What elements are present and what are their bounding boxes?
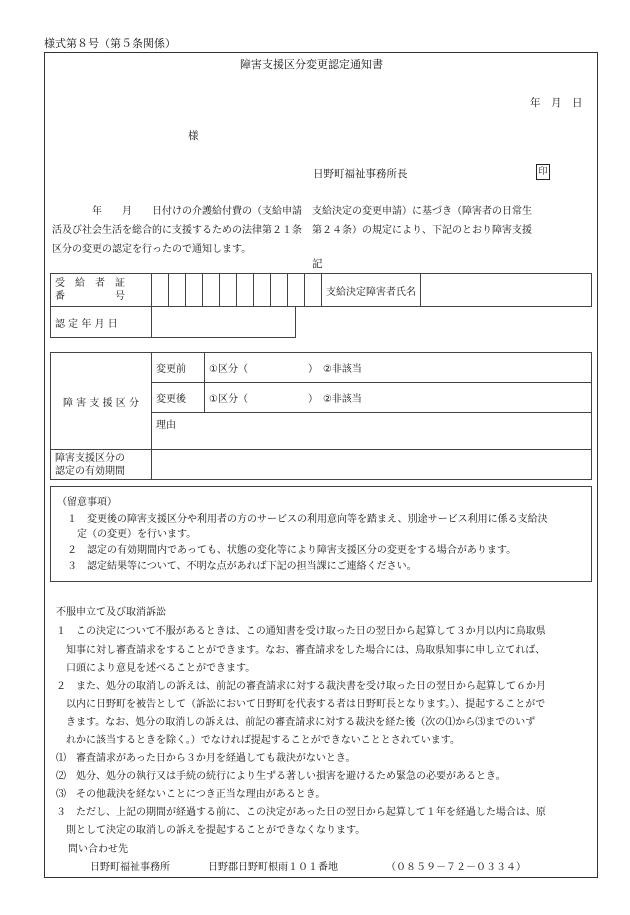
validity-value[interactable]	[152, 450, 592, 480]
appeal-line: きます。なお、処分の取消しの訴えは、前記の審査請求に対する裁決を経た後（次の⑴から⑶までのいず	[56, 717, 536, 728]
notes-heading: （留意事項）	[57, 497, 117, 508]
recipient-no-digit[interactable]	[237, 274, 254, 307]
appeal-line: １ この決定について不服があるときは、この通知書を受け取った日の翌日から起算して３か月以内に鳥取県	[56, 626, 546, 637]
cert-date-table	[50, 306, 296, 338]
intro-line-3: 区分の変更の認定を行ったので通知します。	[52, 244, 252, 255]
appeal-line: ⑶ その他裁決を経ないことにつき正当な理由があるとき。	[56, 789, 326, 800]
recipient-no-digit[interactable]	[254, 274, 271, 307]
appeal-line: れかに該当するときを除く。）でなければ提起することができないこととされています。	[56, 735, 460, 746]
contact-heading: 問い合わせ先	[68, 844, 128, 855]
recipient-no-digit[interactable]	[169, 274, 186, 307]
appeal-heading: 不服申立て及び取消訴訟	[56, 607, 166, 618]
recipient-no-label-line2: 番 号	[55, 291, 125, 302]
issue-date: 年 月 日	[530, 97, 583, 109]
reason-label: 理由	[156, 420, 176, 431]
after-value[interactable]: ①区分（ ） ②非該当	[205, 383, 592, 413]
appeal-line: 知事に対し審査請求をすることができます。なお、審査請求をした場合には、鳥取県知事に申し立てれば、	[56, 645, 546, 656]
intro-line-2: 活及び社会生活を総合的に支援するための法律第２１条 第２４条）の規定により、下記のとおり障害支援	[52, 225, 532, 236]
appeal-line: ⑵ 処分、処分の執行又は手続の続行により生ずる著しい損害を避けるため緊急の必要があるとき。	[56, 771, 506, 782]
appeal-line: ２ また、処分の取消しの訴えは、前記の審査請求に対する裁決書を受け取った日の翌日から起算して６か月	[56, 681, 546, 692]
contact-office: 日野町福祉事務所	[90, 862, 170, 873]
recipient-no-label	[51, 274, 152, 307]
validity-label	[51, 450, 152, 480]
contact-address: 日野郡日野町根雨１０１番地	[208, 862, 338, 873]
recipient-no-digit[interactable]	[220, 274, 237, 307]
appeal-line: 口頭により意見を述べることができます。	[56, 663, 256, 674]
recipient-no-digit[interactable]	[271, 274, 288, 307]
person-name-label: 支給決定障害者氏名	[322, 274, 421, 307]
notes-line: １ 変更後の障害支援区分や利用者の方のサービスの利用意向等を踏まえ、別途サービス利用に係る支給決	[57, 514, 548, 525]
notes-line: ３ 認定結果等について、不明な点があれば下記の担当課にご連絡ください。	[57, 561, 417, 572]
reason-cell[interactable]	[152, 413, 592, 450]
notes-line: ２ 認定の有効期間内であっても、状態の変化等により障害支援区分の変更をする場合があります。	[57, 545, 517, 556]
recipient-table	[50, 273, 592, 307]
appeal-line: 則として決定の取消しの訴えを提起することができなくなります。	[56, 825, 366, 836]
form-number: 様式第８号（第５条関係）	[44, 37, 176, 50]
validity-label-line2: 認定の有効期間	[55, 465, 125, 477]
recipient-no-digit[interactable]	[305, 274, 322, 307]
recipient-no-digit[interactable]	[288, 274, 305, 307]
contact-phone: （０８５９－７２－０３３４）	[386, 862, 526, 873]
recipient-no-digit[interactable]	[152, 274, 169, 307]
person-name-value[interactable]	[421, 274, 592, 307]
notes-line: 定（の変更）を行います。	[57, 529, 197, 540]
recipient-no-label-line1: 受 給 者 証	[55, 278, 125, 289]
recipient-suffix: 様	[188, 130, 199, 142]
ki-mark: 記	[312, 258, 323, 270]
recipient-no-digit[interactable]	[203, 274, 220, 307]
intro-line-1: 年 月 日付けの介護給付費の（支給申請 支給決定の変更申請）に基づき（障害者の日常生	[52, 206, 532, 217]
issuer-name: 日野町福祉事務所長	[313, 168, 408, 180]
appeal-line: ⑴ 審査請求があった日から３か月を経過しても裁決がないとき。	[56, 753, 356, 764]
after-label: 変更後	[152, 383, 205, 413]
support-category-table	[50, 352, 592, 480]
seal-mark: 印	[536, 164, 550, 180]
recipient-no-digit[interactable]	[186, 274, 203, 307]
document-title: 障害支援区分変更認定通知書	[240, 58, 383, 71]
validity-label-line1: 障害支援区分の	[55, 452, 125, 464]
notes-box	[50, 486, 592, 582]
cert-date-label: 認 定 年 月 日	[51, 307, 152, 338]
cert-date-value[interactable]	[152, 307, 296, 338]
appeal-line: 以内に日野町を被告として（訴訟において日野町を代表する者は日野町長となります。）、提起することがで	[56, 699, 546, 710]
before-label: 変更前	[152, 353, 205, 383]
appeal-line: ３ ただし、上記の期間が経過する前に、この決定があった日の翌日から起算して１年を経過した場合は、原	[56, 807, 546, 818]
category-label: 障 害 支 援 区 分	[51, 353, 152, 450]
before-value[interactable]: ①区分（ ） ②非該当	[205, 353, 592, 383]
